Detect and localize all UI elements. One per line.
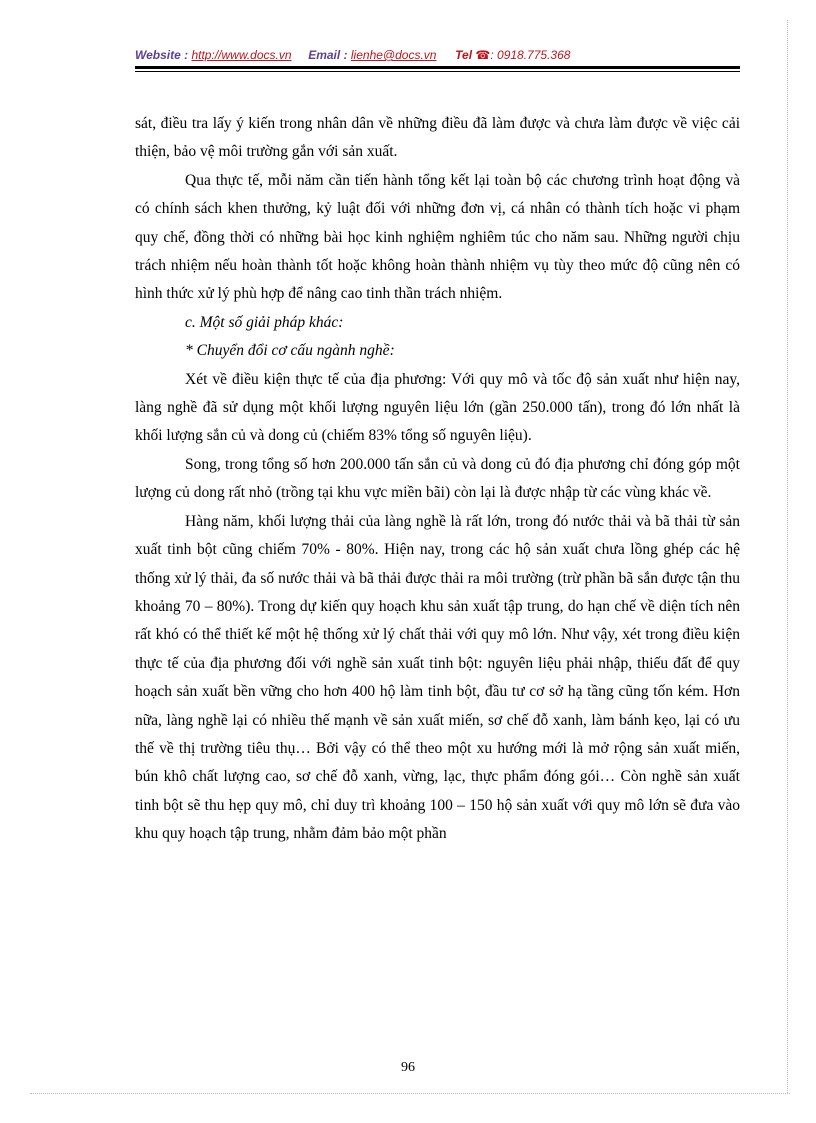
header-rule-thin xyxy=(135,71,740,72)
paragraph: sát, điều tra lấy ý kiến trong nhân dân về những điều đã làm được và chưa làm được về việc cải thiện, bảo vệ môi trường gắn với sản xuất. xyxy=(135,115,740,161)
page-header xyxy=(135,48,735,66)
email-label: Email xyxy=(308,48,341,62)
page-border-bottom xyxy=(30,1093,790,1094)
paragraph: Hàng năm, khối lượng thải của làng nghề là rất lớn, trong đó nước thải và bã thải từ sản xuất tinh bột cũng chiếm 70% - 80%. Hiện nay, trong các hộ sản xuất chưa lồng ghép các hệ thống xử lý thải, đa số nước thải và bã thải được thải ra môi trường (trừ phần bã sắn được tận thu khoảng 70 – 80%). Trong dự kiến quy hoạch khu sản xuất tập trung, do hạn chế về diện tích nên rất khó có thể thiết kế một hệ thống xử lý chất thải với quy mô lớn. Như vậy, xét trong điều kiện thực tế của địa phương đối với nghề sản xuất tinh bột: nguyên liệu phải nhập, thiếu đất để quy hoạch sản xuất bền vững cho hơn 400 hộ làm tinh bột, đầu tư cơ sở hạ tầng cũng tốn kém. Hơn nữa, làng nghề lại có nhiều thế mạnh về sản xuất miến, sơ chế đỗ xanh, làm bánh kẹo, lại có ưu thế về thị trường tiêu thụ… Bởi vậy có thể theo một xu hướng mới là mở rộng sản xuất miến, bún khô chất lượng cao, sơ chế đỗ xanh, vừng, lạc, thực phẩm đóng gói… Còn nghề sản xuất tinh bột sẽ thu hẹp quy mô, chỉ duy trì khoảng 100 – 150 hộ sản xuất với quy mô lớn sẽ đưa vào khu quy hoạch tập trung, nhằm đảm bảo một phần xyxy=(135,512,740,843)
header-rule-thick xyxy=(135,66,740,69)
document-body xyxy=(135,110,740,849)
phone-icon: ☎ xyxy=(475,48,491,62)
email-separator: : xyxy=(340,48,351,62)
paragraph: Qua thực tế, mỗi năm cần tiến hành tổng kết lại toàn bộ các chương trình hoạt động và có chính sách khen thưởng, kỷ luật đối với những đơn vị, cá nhân có thành tích hoặc vi phạm quy chế, đồng thời có những bài học kinh nghiệm nghiêm túc cho năm sau. Những người chịu trách nhiệm nếu hoàn thành tốt hoặc không hoàn thành nhiệm vụ tùy theo mức độ cũng nên có hình thức xử lý phù hợp để nâng cao tinh thần trách nhiệm. xyxy=(135,171,740,303)
paragraph: Xét về điều kiện thực tế của địa phương: Với quy mô và tốc độ sản xuất như hiện nay, làng nghề đã sử dụng một khối lượng nguyên liệu lớn (gần 250.000 tấn), trong đó lớn nhất là khối lượng sắn củ và dong củ (chiếm 83% tổng số nguyên liệu). xyxy=(135,370,740,445)
section-heading: c. Một số giải pháp khác: xyxy=(185,313,344,331)
website-label: Website xyxy=(135,48,181,62)
website-link[interactable]: http://www.docs.vn xyxy=(191,48,292,62)
page-border-right xyxy=(787,20,788,1093)
page-number: 96 xyxy=(401,1060,415,1075)
paragraph: Song, trong tổng số hơn 200.000 tấn sắn củ và dong củ đó địa phương chỉ đóng góp một lượng củ dong rất nhỏ (trồng tại khu vực miền bãi) còn lại là được nhập từ các vùng khác về. xyxy=(135,455,740,502)
website-separator: : xyxy=(180,48,192,62)
phone-number: : 0918.775.368 xyxy=(490,48,571,62)
email-link[interactable]: lienhe@docs.vn xyxy=(350,48,437,62)
subsection-heading: * Chuyển đổi cơ cấu ngành nghề: xyxy=(185,342,395,360)
tel-label: Tel xyxy=(455,48,473,62)
